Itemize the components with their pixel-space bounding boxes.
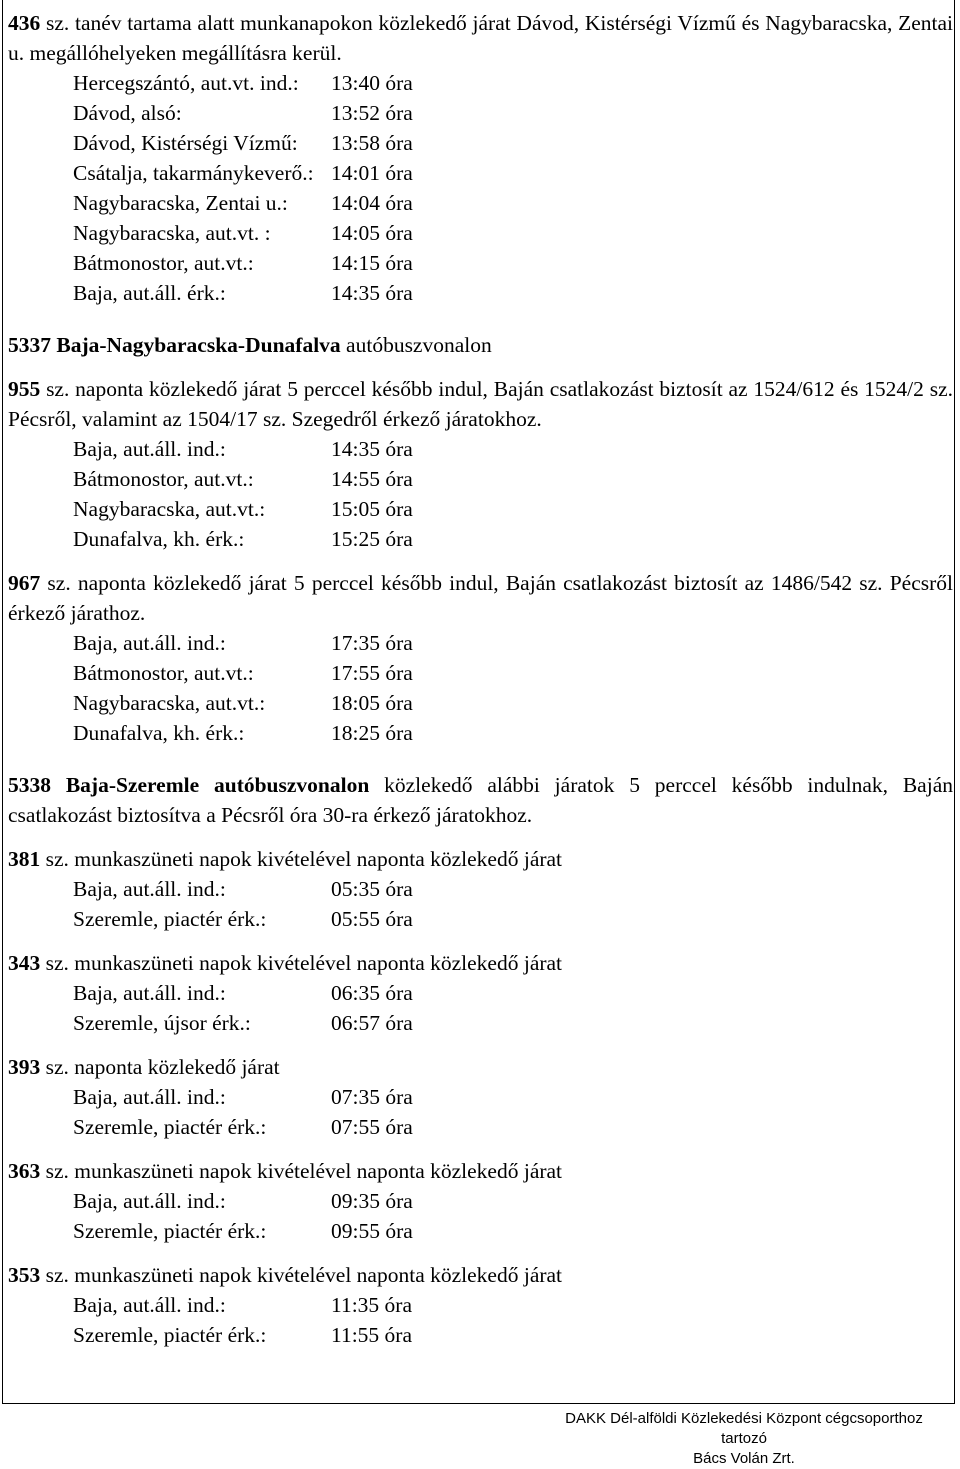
service-number: 436 [8,11,41,35]
stop-name: Hercegszántó, aut.vt. ind.: [73,71,299,95]
stop-time: 18:25 óra [331,721,413,745]
stop-time: 07:55 óra [331,1115,413,1139]
service-436-description [8,8,953,68]
stop-name: Baja, aut.áll. ind.: [73,877,226,901]
timetable-row [8,464,953,494]
route-heading-bold: 5337 Baja-Nagybaracska-Dunafalva [8,333,341,357]
service-text: sz. naponta közlekedő járat [40,1055,280,1079]
footer-line: DAKK Dél-alföldi Közlekedési Központ cégcsoporthoz tartozó [565,1410,923,1447]
service-number: 967 [8,571,41,595]
stop-time: 05:55 óra [331,907,413,931]
service-number: 363 [8,1159,41,1183]
page-footer [544,1409,944,1469]
stop-time: 18:05 óra [331,691,413,715]
service-text: sz. munkaszüneti napok kivételével naponta közlekedő járat [40,847,563,871]
stop-name: Dunafalva, kh. érk.: [73,721,245,745]
stop-name: Szeremle, piactér érk.: [73,1323,267,1347]
service-967-description [8,568,953,628]
service-text: sz. munkaszüneti napok kivételével naponta közlekedő járat [40,951,563,975]
route-heading-5337 [8,330,953,360]
service-353-description [8,1260,953,1290]
stop-time: 13:40 óra [331,71,413,95]
service-text: sz. naponta közlekedő járat 5 perccel később indul, Baján csatlakozást biztosít az 1486/542 sz. Pécsről érkező járathoz. [8,571,953,625]
timetable-row [8,128,953,158]
stop-name: Bátmonostor, aut.vt.: [73,467,254,491]
timetable-row [8,904,953,934]
timetable-row [8,218,953,248]
timetable-row [8,188,953,218]
stop-name: Baja, aut.áll. érk.: [73,281,226,305]
timetable-row [8,688,953,718]
stop-name: Nagybaracska, aut.vt. : [73,221,271,245]
service-number: 381 [8,847,41,871]
stop-name: Csátalja, takarmánykeverő.: [73,161,314,185]
service-text: sz. munkaszüneti napok kivételével naponta közlekedő járat [40,1263,563,1287]
stop-name: Dávod, alsó: [73,101,182,125]
timetable-row [8,98,953,128]
stop-name: Nagybaracska, aut.vt.: [73,497,266,521]
timetable-955 [8,434,953,554]
stop-name: Dávod, Kistérségi Vízmű: [73,131,298,155]
stop-time: 14:01 óra [331,161,413,185]
stop-time: 05:35 óra [331,877,413,901]
timetable-967 [8,628,953,748]
stop-time: 15:25 óra [331,527,413,551]
stop-name: Szeremle, újsor érk.: [73,1011,251,1035]
timetable-row [8,1320,953,1350]
stop-time: 14:35 óra [331,281,413,305]
stop-name: Szeremle, piactér érk.: [73,1219,267,1243]
timetable-row [8,278,953,308]
route-heading-5338 [8,770,953,830]
stop-name: Baja, aut.áll. ind.: [73,1189,226,1213]
timetable-row [8,248,953,278]
route-heading-rest: autóbuszvonalon [340,333,492,357]
stop-time: 14:35 óra [331,437,413,461]
stop-name: Szeremle, piactér érk.: [73,907,267,931]
stop-time: 07:35 óra [331,1085,413,1109]
service-955-description [8,374,953,434]
stop-name: Baja, aut.áll. ind.: [73,981,226,1005]
service-number: 393 [8,1055,41,1079]
stop-time: 09:55 óra [331,1219,413,1243]
stop-time: 14:55 óra [331,467,413,491]
stop-time: 13:52 óra [331,101,413,125]
stop-time: 11:55 óra [331,1323,413,1347]
stop-time: 15:05 óra [331,497,413,521]
timetable-row [8,1216,953,1246]
stop-time: 17:55 óra [331,661,413,685]
stop-name: Bátmonostor, aut.vt.: [73,251,254,275]
service-381-description [8,844,953,874]
timetable-row [8,628,953,658]
service-363-description [8,1156,953,1186]
service-number: 343 [8,951,41,975]
service-393-description [8,1052,953,1082]
stop-time: 09:35 óra [331,1189,413,1213]
service-text: sz. tanév tartama alatt munkanapokon közlekedő járat Dávod, Kistérségi Vízmű és Nagybaracska, Zentai u. megállóhelyeken megállításra kerül. [8,11,953,65]
timetable-row [8,524,953,554]
timetable-row [8,658,953,688]
service-text: sz. munkaszüneti napok kivételével naponta közlekedő járat [40,1159,563,1183]
footer-line: Bács Volán Zrt. [693,1450,795,1467]
timetable-row [8,434,953,464]
stop-time: 17:35 óra [331,631,413,655]
service-343-description [8,948,953,978]
stop-name: Szeremle, piactér érk.: [73,1115,267,1139]
stop-time: 14:15 óra [331,251,413,275]
timetable-row [8,1082,953,1112]
timetable-row [8,494,953,524]
timetable-436 [8,68,953,308]
timetable-row [8,978,953,1008]
stop-name: Dunafalva, kh. érk.: [73,527,245,551]
stop-name: Nagybaracska, aut.vt.: [73,691,266,715]
stop-time: 11:35 óra [331,1293,413,1317]
timetable-row [8,158,953,188]
service-number: 353 [8,1263,41,1287]
stop-name: Nagybaracska, Zentai u.: [73,191,288,215]
stop-name: Baja, aut.áll. ind.: [73,1293,226,1317]
stop-time: 13:58 óra [331,131,413,155]
stop-time: 06:57 óra [331,1011,413,1035]
timetable-row [8,1112,953,1142]
stop-name: Baja, aut.áll. ind.: [73,437,226,461]
route-heading-rest: közlekedő alábbi járatok 5 perccel később indulnak, Baján csatlakozást biztosítva a Pécsről óra 30-ra érkező járatokhoz. [8,773,953,827]
timetable-row [8,1290,953,1320]
timetable-row [8,874,953,904]
service-text: sz. naponta közlekedő járat 5 perccel később indul, Baján csatlakozást biztosít az 1524/612 és 1524/2 sz. Pécsről, valamint az 1504/17 sz. Szegedről érkező járatokhoz. [8,377,953,431]
timetable-row [8,68,953,98]
stop-name: Baja, aut.áll. ind.: [73,631,226,655]
timetable-row [8,1008,953,1038]
stop-name: Baja, aut.áll. ind.: [73,1085,226,1109]
route-heading-bold: 5338 Baja-Szeremle autóbuszvonalon [8,773,370,797]
stop-time: 14:04 óra [331,191,413,215]
stop-time: 06:35 óra [331,981,413,1005]
timetable-row [8,718,953,748]
document-body [8,8,953,1350]
stop-name: Bátmonostor, aut.vt.: [73,661,254,685]
stop-time: 14:05 óra [331,221,413,245]
service-number: 955 [8,377,41,401]
timetable-row [8,1186,953,1216]
